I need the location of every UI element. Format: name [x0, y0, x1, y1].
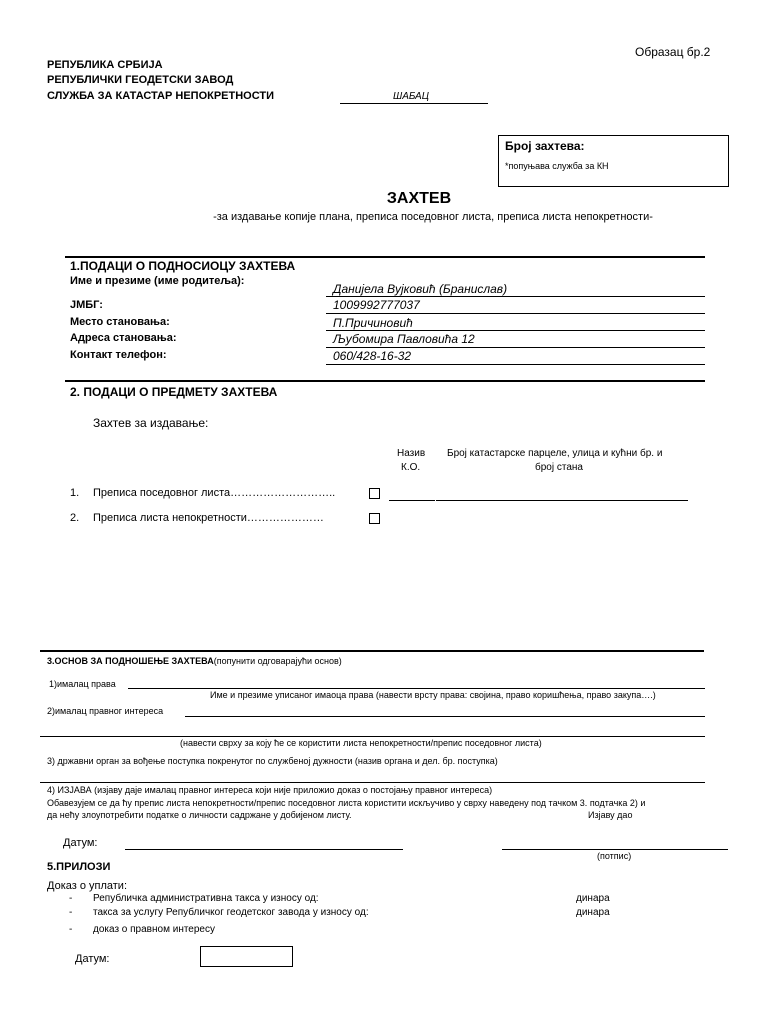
section3-top-rule: [40, 650, 704, 652]
office-name: ШАБАЦ: [393, 91, 429, 102]
payment-proof-label: Доказ о уплати:: [47, 880, 128, 892]
request-for-label: Захтев за издавање:: [93, 416, 209, 430]
item1-parcel-line: [436, 500, 688, 501]
state-line: [40, 782, 705, 783]
section1-heading: 1.ПОДАЦИ О ПОДНОСИОЦУ ЗАХТЕВА: [70, 259, 296, 273]
declarant-label: Изјаву дао: [588, 810, 633, 820]
statement-line2: Обавезујем се да ћу препис листа непокретности/препис поседовног листа користити искључиво у сврху наведену под тачком 3. подтачка 2) и: [47, 798, 646, 808]
field-value-address[interactable]: Љубомира Павловића 12: [333, 332, 475, 346]
field-label-phone: Контакт телефон:: [70, 349, 167, 361]
attachment3-bullet: -: [69, 924, 73, 935]
final-date-label: Датум:: [75, 953, 110, 965]
item1-checkbox[interactable]: [369, 488, 380, 499]
item2-number: 2.: [70, 512, 80, 524]
col-ko-label: К.О.: [401, 462, 421, 473]
owner-line: [128, 688, 705, 689]
item1-number: 1.: [70, 487, 80, 499]
section3-heading-note: (попунити одговарајући основ): [213, 656, 342, 666]
col-parcel-label: Број катастарске парцеле, улица и кућни бр. и: [447, 448, 663, 459]
request-number-note: *попуњава служба за КН: [505, 161, 609, 171]
attachment3-label: доказ о правном интересу: [93, 924, 215, 935]
field-value-name[interactable]: Данијела Вујковић (Бранислав): [333, 282, 508, 296]
basis-option-interest: 2)ималац правног интереса: [47, 706, 164, 716]
field-label-address: Адреса становања:: [70, 332, 177, 344]
field-line-place: [326, 330, 705, 331]
item1-label: Преписа поседовног листа………………………..: [93, 487, 336, 499]
field-line-name: [326, 296, 705, 297]
attachment1-unit: динара: [576, 893, 610, 904]
interest-hint: (навести сврху за коју ће се користити листа непокретности/препис поседовног листа): [180, 738, 542, 748]
field-line-address: [326, 347, 705, 348]
attachment1-label: Републичка административна такса у износу од:: [93, 893, 319, 904]
col-naziv-label: Назив: [397, 448, 426, 459]
item2-checkbox[interactable]: [369, 513, 380, 524]
field-line-jmbg: [326, 313, 705, 314]
statement-line1: 4) ИЗЈАВА (изјаву даје ималац правног интереса који није приложио доказ о постојању правног интереса): [47, 785, 493, 795]
request-number-label: Број захтева:: [505, 139, 585, 153]
field-label-name: Име и презиме (име родитеља):: [70, 275, 245, 287]
section2-heading: 2. ПОДАЦИ О ПРЕДМЕТУ ЗАХТЕВА: [70, 385, 278, 399]
field-label-place: Место становања:: [70, 316, 170, 328]
field-value-phone[interactable]: 060/428-16-32: [333, 349, 412, 363]
col-parcel-label-2: број стана: [535, 462, 583, 473]
attachment2-bullet: -: [69, 907, 73, 918]
field-value-jmbg[interactable]: 1009992777037: [333, 298, 420, 312]
header-service: СЛУЖБА ЗА КАТАСТАР НЕПОКРЕТНОСТИ: [47, 90, 275, 102]
section2-top-rule: [65, 380, 705, 382]
final-date-field[interactable]: [200, 946, 293, 967]
page-subtitle: -за издавање копије плана, преписа поседовног листа, преписа листа непокретности-: [213, 211, 653, 223]
attachment1-bullet: -: [69, 893, 73, 904]
owner-hint: Име и презиме уписаног имаоца права (навести врсту права: својина, право коришћења, право закупа….): [210, 690, 656, 700]
office-underline: [340, 103, 488, 104]
field-line-phone: [326, 364, 705, 365]
field-label-jmbg: ЈМБГ:: [70, 299, 103, 311]
statement-date-label: Датум:: [63, 837, 98, 849]
field-value-place[interactable]: П.Причиновић: [333, 316, 413, 330]
attachment2-unit: динара: [576, 907, 610, 918]
interest-line: [185, 716, 705, 717]
page-title: ЗАХТЕВ: [386, 190, 452, 207]
item1-ko-line: [389, 500, 435, 501]
statement-date-line[interactable]: [125, 849, 403, 850]
section1-top-rule: [65, 256, 705, 258]
basis-option-state: 3) државни орган за вођење поступка покренутог по службеној дужности (назив органа и дел. бр. поступка): [47, 756, 498, 766]
basis-option-owner: 1)ималац права: [49, 679, 116, 689]
interest-line-2: [40, 736, 705, 737]
section5-heading: 5.ПРИЛОЗИ: [47, 861, 111, 873]
signature-line[interactable]: [502, 849, 728, 850]
form-number: Образац бр.2: [635, 45, 711, 59]
header-republic: РЕПУБЛИКА СРБИЈА: [47, 59, 163, 71]
attachment2-label: такса за услугу Републичког геодетског завода у износу од:: [93, 907, 369, 918]
statement-line3: да нећу злоупотребити податке о личности садржане у добијеном листу.: [47, 810, 352, 820]
header-institute: РЕПУБЛИЧКИ ГЕОДЕТСКИ ЗАВОД: [47, 74, 234, 86]
signature-label: (потпис): [597, 851, 632, 861]
section3-heading-text: 3.ОСНОВ ЗА ПОДНОШЕЊЕ ЗАХТЕВА: [47, 656, 214, 666]
section3-heading: [47, 656, 342, 666]
item2-label: Преписа листа непокретности…………………: [93, 512, 324, 524]
